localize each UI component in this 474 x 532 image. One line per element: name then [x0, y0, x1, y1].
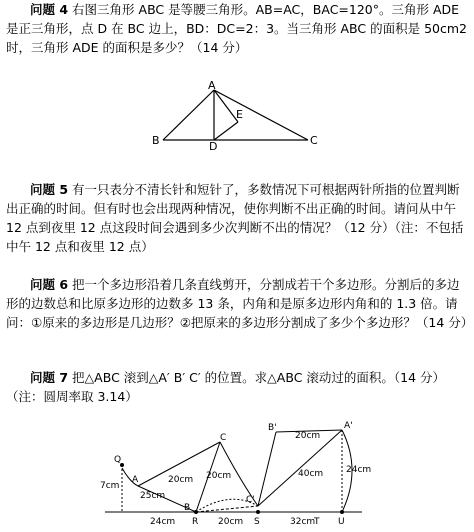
measure-20cm-bc: 20cm [206, 471, 232, 481]
problem-7 [6, 368, 468, 406]
problem-6 [6, 275, 474, 332]
problem-6-label: 问题 6 [30, 277, 69, 292]
label-a: A [208, 79, 216, 92]
measure-24cm-right: 24cm [346, 465, 372, 475]
rolling-triangle-figure [100, 420, 372, 530]
side-ac [214, 90, 308, 140]
point-r [194, 510, 198, 514]
measure-25cm: 25cm [140, 491, 166, 501]
problem-5-text: 问题 5 有一只表分不清长针和短针了，多数情况下可根据两针所指的位置判断出正确的时间。但有时也会出现两种情况，使你判断不出正确的时间。请问从中午 12 点到夜里 12 点这段时间会遇到多少次判断不出的情况？（12 分）（注：不包括中午 12 点和夜里 12 点） [6, 182, 464, 254]
problem-4 [6, 0, 468, 57]
label-q: Q [114, 455, 122, 465]
measure-7cm: 7cm [100, 481, 120, 491]
label-c: C [310, 134, 318, 147]
measure-40cm: 40cm [298, 469, 324, 479]
side-c2-b2 [258, 432, 276, 506]
label-a-prime: A' [344, 421, 353, 431]
label-t: T [314, 517, 320, 527]
triangle-figure [148, 79, 338, 153]
label-b-prime: B' [268, 423, 277, 433]
side-c2-a2 [258, 430, 342, 506]
problem-7-label: 问题 7 [30, 370, 69, 385]
problem-5-label: 问题 5 [30, 182, 69, 197]
label-b: B [184, 503, 191, 513]
measure-24cm-bottom: 24cm [150, 517, 176, 527]
label-r: R [192, 517, 199, 527]
problem-5 [6, 180, 468, 256]
problem-4-label: 问题 4 [30, 2, 69, 17]
measure-20cm-ab: 20cm [168, 475, 194, 485]
label-d: D [209, 140, 218, 153]
problem-6-text: 问题 6 把一个多边形沿着几条直线剪开，分割成若干个多边形。分割后的多边形的边数总和比原多边形的边数多 13 条，内角和是原多边形内角和的 1.3 倍。请问：①原来的多边形是几边形？②把原来的多边形分割成了多少个多边形？（14 分） [6, 277, 474, 330]
measure-20cm-rs: 20cm [218, 517, 244, 527]
point-u [340, 510, 344, 514]
measure-20cm-top: 20cm [295, 431, 321, 441]
problem-7-text: 问题 7 把△ABC 滚到△A′ B′ C′ 的位置。求△ABC 滚动过的面积。（14 分）（注：圆周率取 3.14） [6, 370, 446, 404]
label-c: C [220, 433, 227, 443]
label-e: E [236, 108, 243, 121]
measure-32cm: 32cm [290, 517, 316, 527]
label-c-prime: C' [246, 495, 255, 505]
side-ab [163, 90, 214, 140]
segment-b-s [196, 506, 258, 512]
label-u: U [338, 517, 345, 527]
problem-4-text: 问题 4 右图三角形 ABC 是等腰三角形。AB=AC，BAC=120°。三角形 ADE 是正三角形，点 D 在 BC 边上，BD：DC=2：3。当三角形 ABC 的面积是 50cm2时，三角形 ADE 的面积是多少？（14 分） [6, 2, 467, 55]
label-s: S [254, 517, 260, 527]
label-a: A [132, 475, 139, 485]
segment-ae [214, 90, 238, 122]
point-s [256, 510, 260, 514]
label-b: B [152, 134, 160, 147]
segment-de [214, 122, 238, 140]
